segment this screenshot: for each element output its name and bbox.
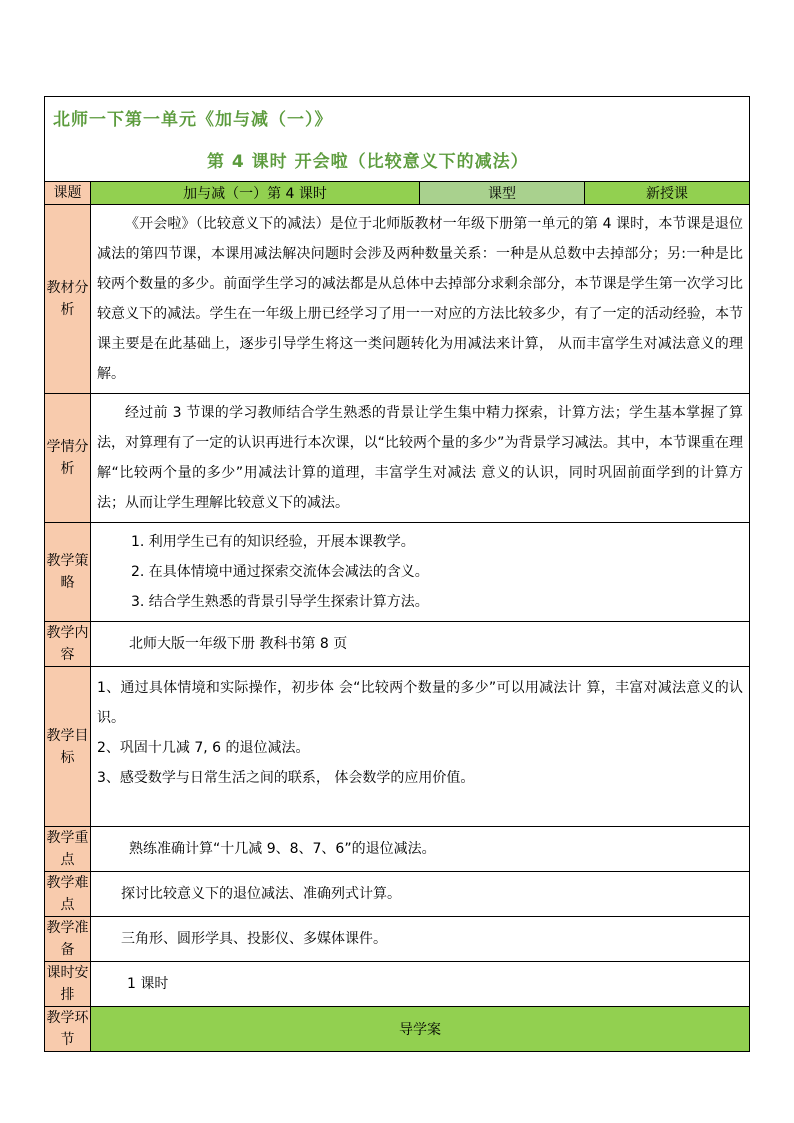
- info-row: [45, 182, 750, 205]
- nandian-row: [45, 872, 750, 917]
- topic-label: 课题: [45, 182, 91, 205]
- lesson-plan-table: [44, 96, 750, 1052]
- neirong-text: 北师大版一年级下册 教科书第 8 页: [91, 622, 750, 667]
- topic-value: 加与减（一）第 4 课时: [91, 182, 420, 205]
- xueqing-row: [45, 394, 750, 523]
- list-item: 2、巩固十几减 7, 6 的退位减法。: [97, 740, 310, 756]
- mubiao-content: [91, 667, 750, 827]
- list-item: 2. 在具体情境中通过探索交流体会减法的含义。: [131, 564, 429, 580]
- zhunbei-text: 三角形、圆形学具、投影仪、多媒体课件。: [91, 917, 750, 962]
- list-item: 1、通过具体情境和实际操作，初步体 会“比较两个数量的多少”可以用减法计 算，丰富对减法意义的认识。: [97, 680, 743, 726]
- zhongdian-text: 熟练准确计算“十几减 9、8、7、6”的退位减法。: [91, 827, 750, 872]
- celue-label: 教学策略: [45, 523, 91, 622]
- huanjie-text: 导学案: [91, 1007, 750, 1052]
- mubiao-label: 教学目标: [45, 667, 91, 827]
- neirong-row: [45, 622, 750, 667]
- title-row: [45, 97, 750, 182]
- mubiao-row: [45, 667, 750, 827]
- huanjie-label: 教学环节: [45, 1007, 91, 1052]
- type-value: 新授课: [585, 182, 750, 205]
- list-item: 3、感受数学与日常生活之间的联系， 体会数学的应用价值。: [97, 770, 475, 786]
- huanjie-row: [45, 1007, 750, 1052]
- zhongdian-row: [45, 827, 750, 872]
- lesson-title: 第 4 课时 开会啦（比较意义下的减法）: [207, 152, 529, 172]
- nandian-label: 教学难点: [45, 872, 91, 917]
- anpai-row: [45, 962, 750, 1007]
- unit-title: 北师一下第一单元《加与减（一）》: [53, 110, 333, 130]
- list-item: 1. 利用学生已有的知识经验，开展本课教学。: [131, 534, 415, 550]
- jiaocai-row: [45, 205, 750, 394]
- lesson-plan-sheet: [44, 96, 749, 1052]
- jiaocai-label: 教材分析: [45, 205, 91, 394]
- zhunbei-label: 教学准备: [45, 917, 91, 962]
- celue-content: [91, 523, 750, 622]
- xueqing-text: 经过前 3 节课的学习教师结合学生熟悉的背景让学生集中精力探索，计算方法；学生基本掌握了算法，对算理有了一定的认识再进行本次课，以“比较两个量的多少”为背景学习减法。其中，本节课重在理解“比较两个量的多少”用减法计算的道理，丰富学生对减法 意义的认识，同时巩固前面学到的计算方法；从而让学生理解比较意义下的减法。: [91, 394, 750, 523]
- list-item: 3. 结合学生熟悉的背景引导学生探索计算方法。: [131, 594, 429, 610]
- zhunbei-row: [45, 917, 750, 962]
- celue-row: [45, 523, 750, 622]
- title-cell: [45, 97, 750, 182]
- zhongdian-label: 教学重点: [45, 827, 91, 872]
- nandian-text: 探讨比较意义下的退位减法、准确列式计算。: [91, 872, 750, 917]
- anpai-label: 课时安排: [45, 962, 91, 1007]
- anpai-text: 1 课时: [91, 962, 750, 1007]
- neirong-label: 教学内容: [45, 622, 91, 667]
- type-label: 课型: [420, 182, 585, 205]
- xueqing-label: 学情分析: [45, 394, 91, 523]
- jiaocai-text: 《开会啦》（比较意义下的减法）是位于北师版教材一年级下册第一单元的第 4 课时，本节课是退位减法的第四节课，本课用减法解决问题时会涉及两种数量关系：一种是从总数中去掉部分；另:一种是比较两个数量的多少。前面学生学习的减法都是从总体中去掉部分求剩余部分，本节课是学生第一次学习比较意义下的减法。学生在一年级上册已经学习了用一一对应的方法比较多少，有了一定的活动经验，本节课主要是在此基础上，逐步引导学生将这一类问题转化为用减法来计算， 从而丰富学生对减法意义的理解。: [91, 205, 750, 394]
